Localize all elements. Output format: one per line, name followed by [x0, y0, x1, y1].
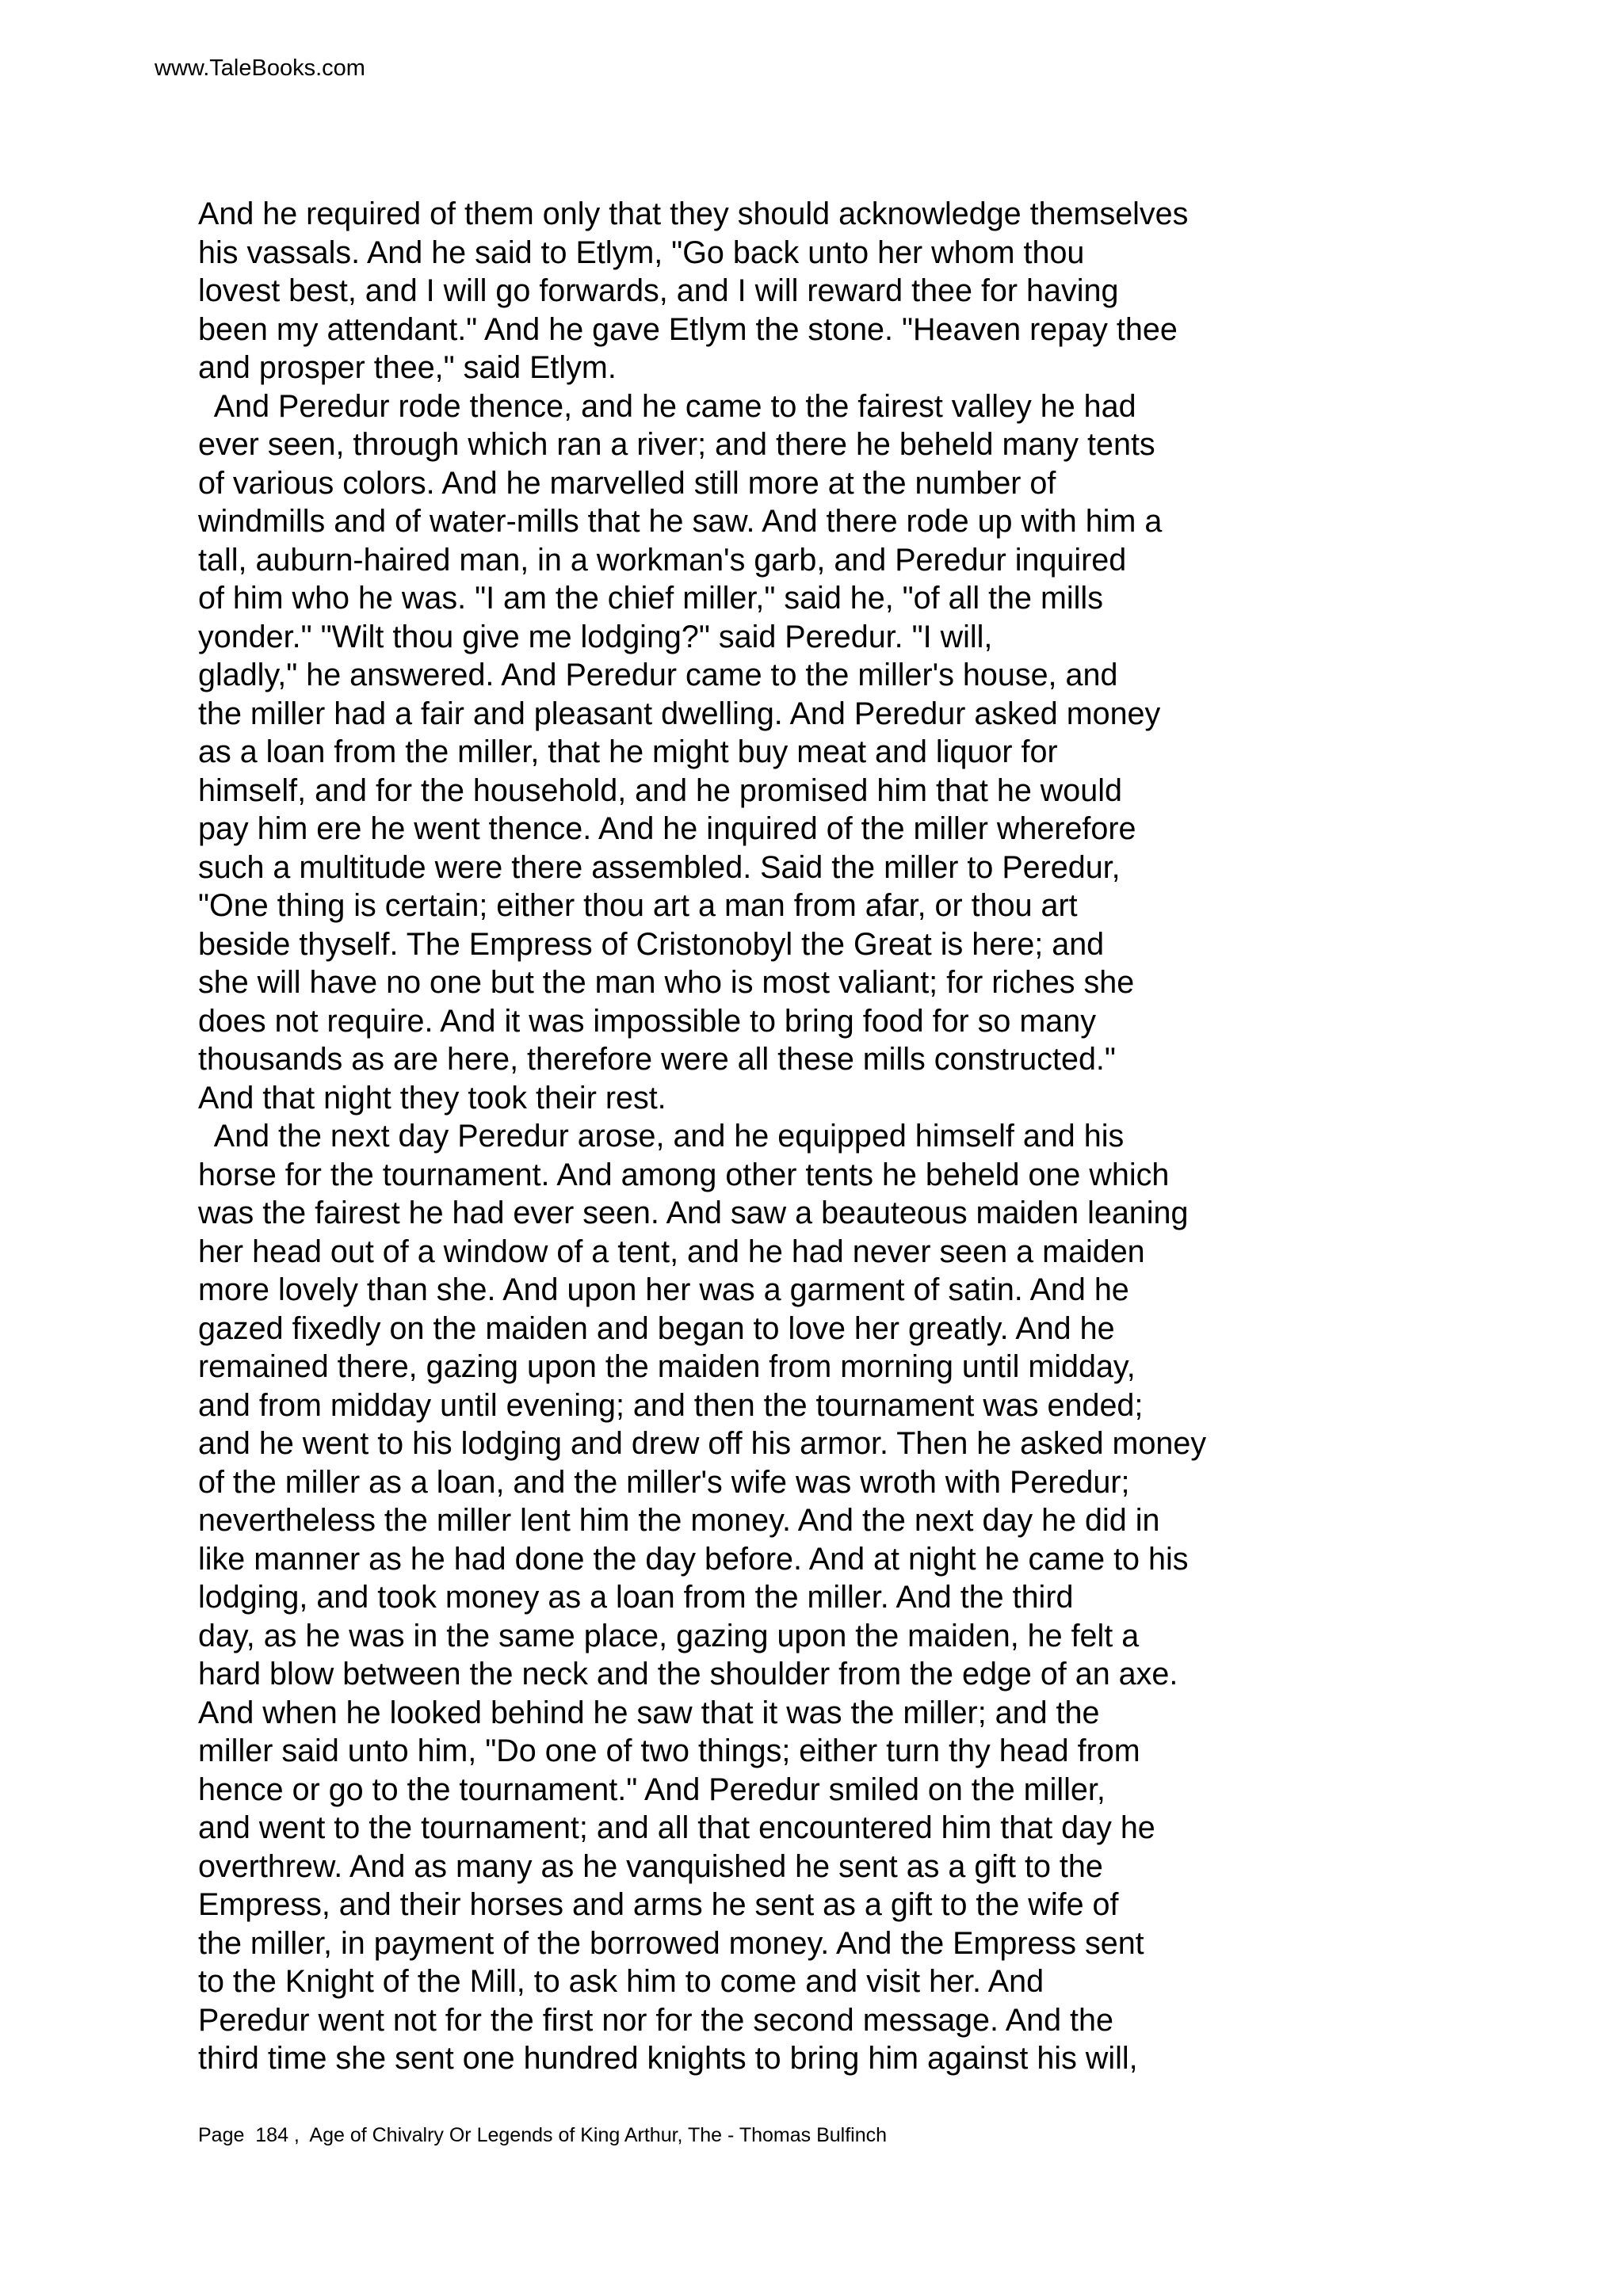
- text-line: does not require. And it was impossible to bring food for so many: [198, 1003, 1096, 1039]
- text-line: nevertheless the miller lent him the money. And the next day he did in: [198, 1503, 1160, 1538]
- text-line: And when he looked behind he saw that it was the miller; and the: [198, 1695, 1100, 1730]
- text-line: horse for the tournament. And among other tents he beheld one which: [198, 1157, 1170, 1192]
- text-line: she will have no one but the man who is most valiant; for riches she: [198, 965, 1135, 1000]
- text-line: and from midday until evening; and then the tournament was ended;: [198, 1387, 1144, 1423]
- page-body: [198, 195, 1506, 2078]
- text-line: lovest best, and I will go forwards, and I will reward thee for having: [198, 273, 1119, 308]
- text-line: of him who he was. "I am the chief miller," said he, "of all the mills: [198, 581, 1103, 616]
- text-line: ever seen, through which ran a river; and there he beheld many tents: [198, 427, 1155, 462]
- text-line: beside thyself. The Empress of Cristonobyl the Great is here; and: [198, 926, 1105, 962]
- text-line: Empress, and their horses and arms he sent as a gift to the wife of: [198, 1887, 1119, 1922]
- text-line: And the next day Peredur arose, and he equipped himself and his: [198, 1119, 1125, 1154]
- text-line: thousands as are here, therefore were all these mills constructed.": [198, 1042, 1116, 1077]
- text-line: miller said unto him, "Do one of two things; either turn thy head from: [198, 1733, 1140, 1768]
- text-line: gazed fixedly on the maiden and began to love her greatly. And he: [198, 1310, 1115, 1346]
- text-line: her head out of a window of a tent, and he had never seen a maiden: [198, 1234, 1145, 1269]
- text-line: Peredur went not for the first nor for the second message. And the: [198, 2002, 1113, 2038]
- text-line: like manner as he had done the day before. And at night he came to his: [198, 1541, 1189, 1577]
- text-line: and prosper thee," said Etlym.: [198, 350, 617, 385]
- text-line: "One thing is certain; either thou art a man from afar, or thou art: [198, 888, 1078, 923]
- text-line: was the fairest he had ever seen. And saw a beauteous maiden leaning: [198, 1196, 1189, 1230]
- text-line: hence or go to the tournament." And Peredur smiled on the miller,: [198, 1772, 1106, 1807]
- page-footer: Page 184 , Age of Chivalry Or Legends of King Arthur, The - Thomas Bulfinch: [198, 2124, 888, 2146]
- text-line: of various colors. And he marvelled still more at the number of: [198, 465, 1056, 501]
- text-line: such a multitude were there assembled. Said the miller to Peredur,: [198, 849, 1121, 885]
- text-line: the miller, in payment of the borrowed money. And the Empress sent: [198, 1925, 1144, 1961]
- text-line: remained there, gazing upon the maiden from morning until midday,: [198, 1349, 1136, 1384]
- text-line: hard blow between the neck and the shoulder from the edge of an axe.: [198, 1657, 1178, 1691]
- text-line: the miller had a fair and pleasant dwelling. And Peredur asked money: [198, 696, 1161, 731]
- text-line: And Peredur rode thence, and he came to the fairest valley he had: [198, 388, 1136, 424]
- text-line: yonder." "Wilt thou give me lodging?" said Peredur. "I will,: [198, 619, 993, 654]
- text-line: gladly," he answered. And Peredur came to the miller's house, and: [198, 658, 1118, 692]
- text-line: been my attendant." And he gave Etlym the stone. "Heaven repay thee: [198, 311, 1178, 347]
- text-line: windmills and of water-mills that he saw. And there rode up with him a: [198, 504, 1163, 539]
- text-line: his vassals. And he said to Etlym, "Go back unto her whom thou: [198, 235, 1085, 270]
- text-line: day, as he was in the same place, gazing upon the maiden, he felt a: [198, 1618, 1140, 1653]
- text-line: And that night they took their rest.: [198, 1080, 666, 1116]
- text-line: lodging, and took money as a loan from the miller. And the third: [198, 1580, 1074, 1615]
- site-header: www.TaleBooks.com: [155, 55, 365, 81]
- text-line: more lovely than she. And upon her was a garment of satin. And he: [198, 1272, 1129, 1307]
- text-line: tall, auburn-haired man, in a workman's garb, and Peredur inquired: [198, 542, 1127, 578]
- text-line: as a loan from the miller, that he might buy meat and liquor for: [198, 734, 1058, 769]
- text-line: himself, and for the household, and he promised him that he would: [198, 772, 1122, 808]
- text-line: of the miller as a loan, and the miller's wife was wroth with Peredur;: [198, 1464, 1130, 1500]
- text-line: and he went to his lodging and drew off his armor. Then he asked money: [198, 1426, 1207, 1461]
- text-line: pay him ere he went thence. And he inquired of the miller wherefore: [198, 811, 1136, 846]
- text-line: third time she sent one hundred knights to bring him against his will,: [198, 2041, 1138, 2076]
- text-line: and went to the tournament; and all that encountered him that day he: [198, 1810, 1155, 1845]
- text-line: to the Knight of the Mill, to ask him to come and visit her. And: [198, 1964, 1044, 1999]
- text-line: overthrew. And as many as he vanquished he sent as a gift to the: [198, 1848, 1103, 1884]
- text-line: And he required of them only that they should acknowledge themselves: [198, 196, 1189, 231]
